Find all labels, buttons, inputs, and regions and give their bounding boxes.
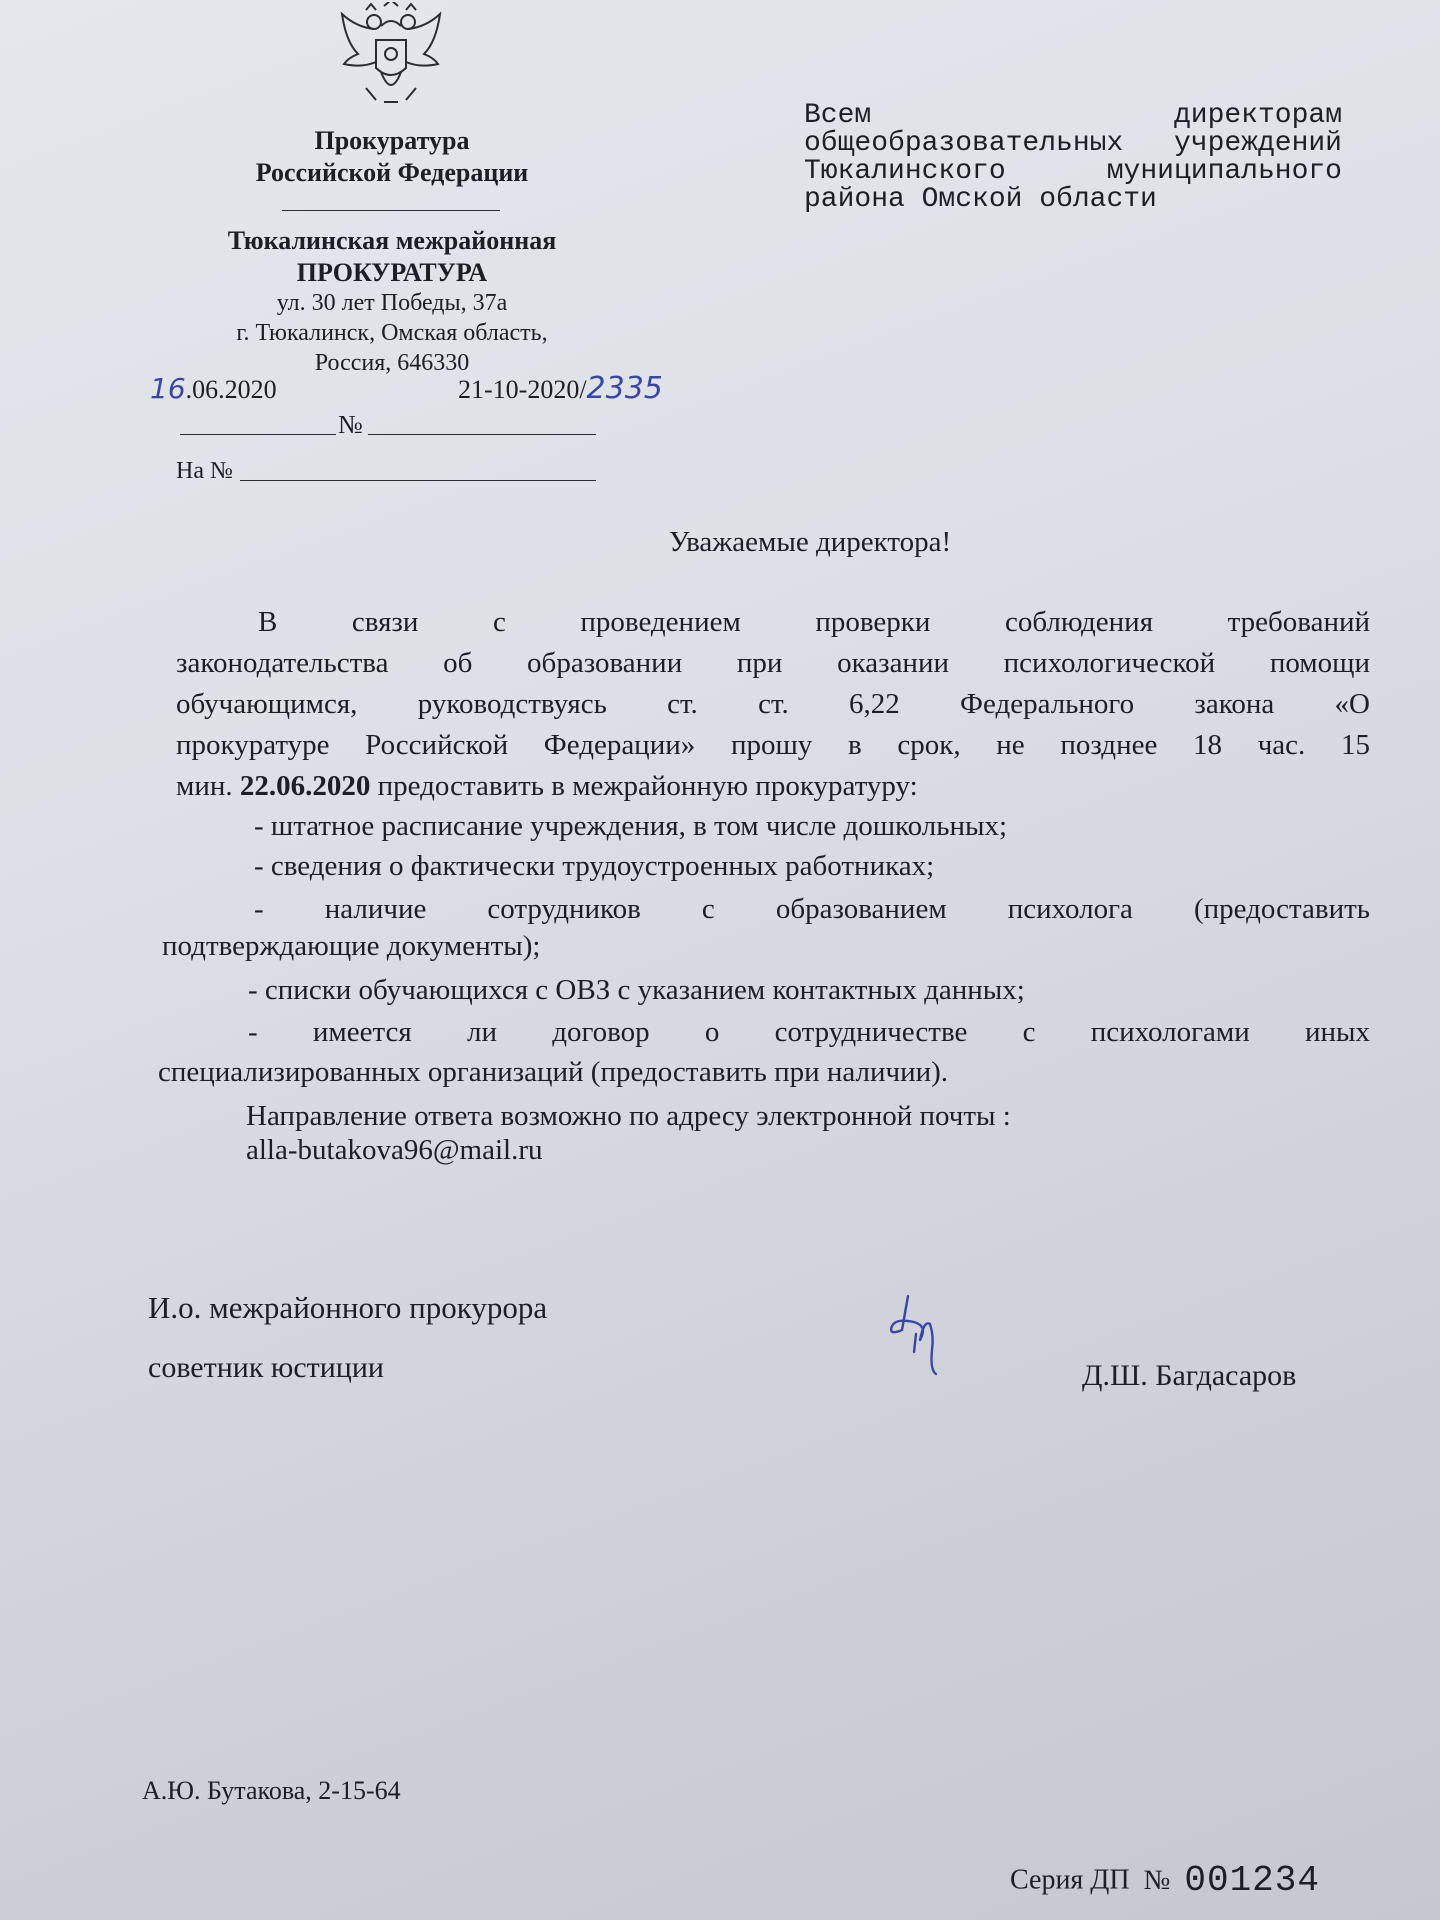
office-address-city: г. Тюкалинск, Омская область,	[236, 320, 548, 346]
list-item: - сведения о фактически трудоустроенных работниках;	[254, 850, 935, 882]
addressee-line3	[804, 158, 1342, 186]
email-instruction: Направление ответа возможно по адресу электронной почты :	[246, 1100, 1011, 1132]
series-number: 001234	[1184, 1860, 1320, 1901]
addressee-line2: общеобразовательных учреждений	[804, 128, 1342, 159]
series-number-sign: №	[1143, 1864, 1171, 1896]
deadline-minutes-label: мин.	[176, 770, 233, 802]
addressee-line1	[804, 102, 1342, 130]
handwritten-day: 16	[150, 372, 186, 405]
printed-month-year: .06.2020	[185, 375, 277, 404]
coat-of-arms-emblem	[336, 2, 446, 112]
paragraph-line1: В связи с проведением проверки соблюдения требований	[258, 606, 1370, 638]
paragraph-line3: обучающимся, руководствуясь ст. ст. 6,22 Федерального закона «О	[176, 688, 1370, 720]
addressee-word-municipal: муниципального	[1106, 156, 1342, 187]
list-item: - наличие сотрудников с образованием психолога (предоставить	[254, 893, 1370, 925]
printed-number: 21-10-2020/	[458, 375, 587, 404]
email-address: alla-butakova96@mail.ru	[246, 1134, 543, 1166]
org-name-line1: Прокуратура	[314, 126, 470, 155]
list-item-continuation: подтверждающие документы);	[162, 930, 541, 962]
salutation: Уважаемые директора!	[668, 526, 952, 558]
office-name-line1: Тюкалинская межрайонная	[227, 226, 557, 255]
form-series	[1010, 1860, 1320, 1901]
addressee-line4: района Омской области	[804, 184, 1157, 215]
addressee-word-directors: директорам	[1173, 100, 1342, 131]
signatory-name: Д.Ш. Багдасаров	[1082, 1359, 1297, 1392]
signatory-rank: советник юстиции	[148, 1351, 384, 1384]
executor-contact: А.Ю. Бутакова, 2-15-64	[142, 1776, 401, 1805]
paragraph-line2: законодательства об образовании при оказании психологической помощи	[176, 647, 1370, 679]
submit-instruction: предоставить в межрайонную прокуратуру:	[377, 770, 918, 802]
number-blank-line	[368, 434, 596, 435]
number-label: №	[338, 410, 363, 439]
reference-blank-line	[240, 480, 596, 481]
org-name-line2: Российской Федерации	[255, 158, 529, 187]
outgoing-number	[458, 372, 663, 407]
date-blank-line	[180, 434, 336, 435]
signatory-title: И.о. межрайонного прокурора	[148, 1290, 548, 1325]
office-address-country: Россия, 646330	[314, 350, 470, 376]
office-name-line2: ПРОКУРАТУРА	[296, 258, 488, 287]
list-item: - штатное расписание учреждения, в том числе дошкольных;	[254, 810, 1008, 842]
office-address-street: ул. 30 лет Победы, 37а	[276, 290, 508, 316]
addressee-word-district: Тюкалинского	[804, 156, 1006, 187]
deadline-date: 22.06.2020	[239, 770, 371, 802]
handwritten-number: 2335	[586, 371, 663, 406]
header-divider	[282, 210, 500, 211]
list-item: - имеется ли договор о сотрудничестве с психологами иных	[248, 1016, 1370, 1048]
addressee-block	[804, 102, 1342, 214]
addressee-word-all: Всем	[804, 100, 872, 131]
list-item-continuation: специализированных организаций (предоставить при наличии).	[158, 1056, 949, 1088]
outgoing-date	[150, 372, 277, 407]
paragraph-line4: прокуратуре Российской Федерации» прошу в срок, не позднее 18 час. 15	[176, 729, 1370, 761]
handwritten-signature	[880, 1290, 950, 1380]
paragraph-line5	[176, 766, 918, 807]
list-item: - списки обучающихся с ОВЗ с указанием контактных данных;	[248, 974, 1025, 1006]
series-label: Серия ДП	[1010, 1864, 1130, 1896]
reference-label: На №	[176, 458, 233, 484]
